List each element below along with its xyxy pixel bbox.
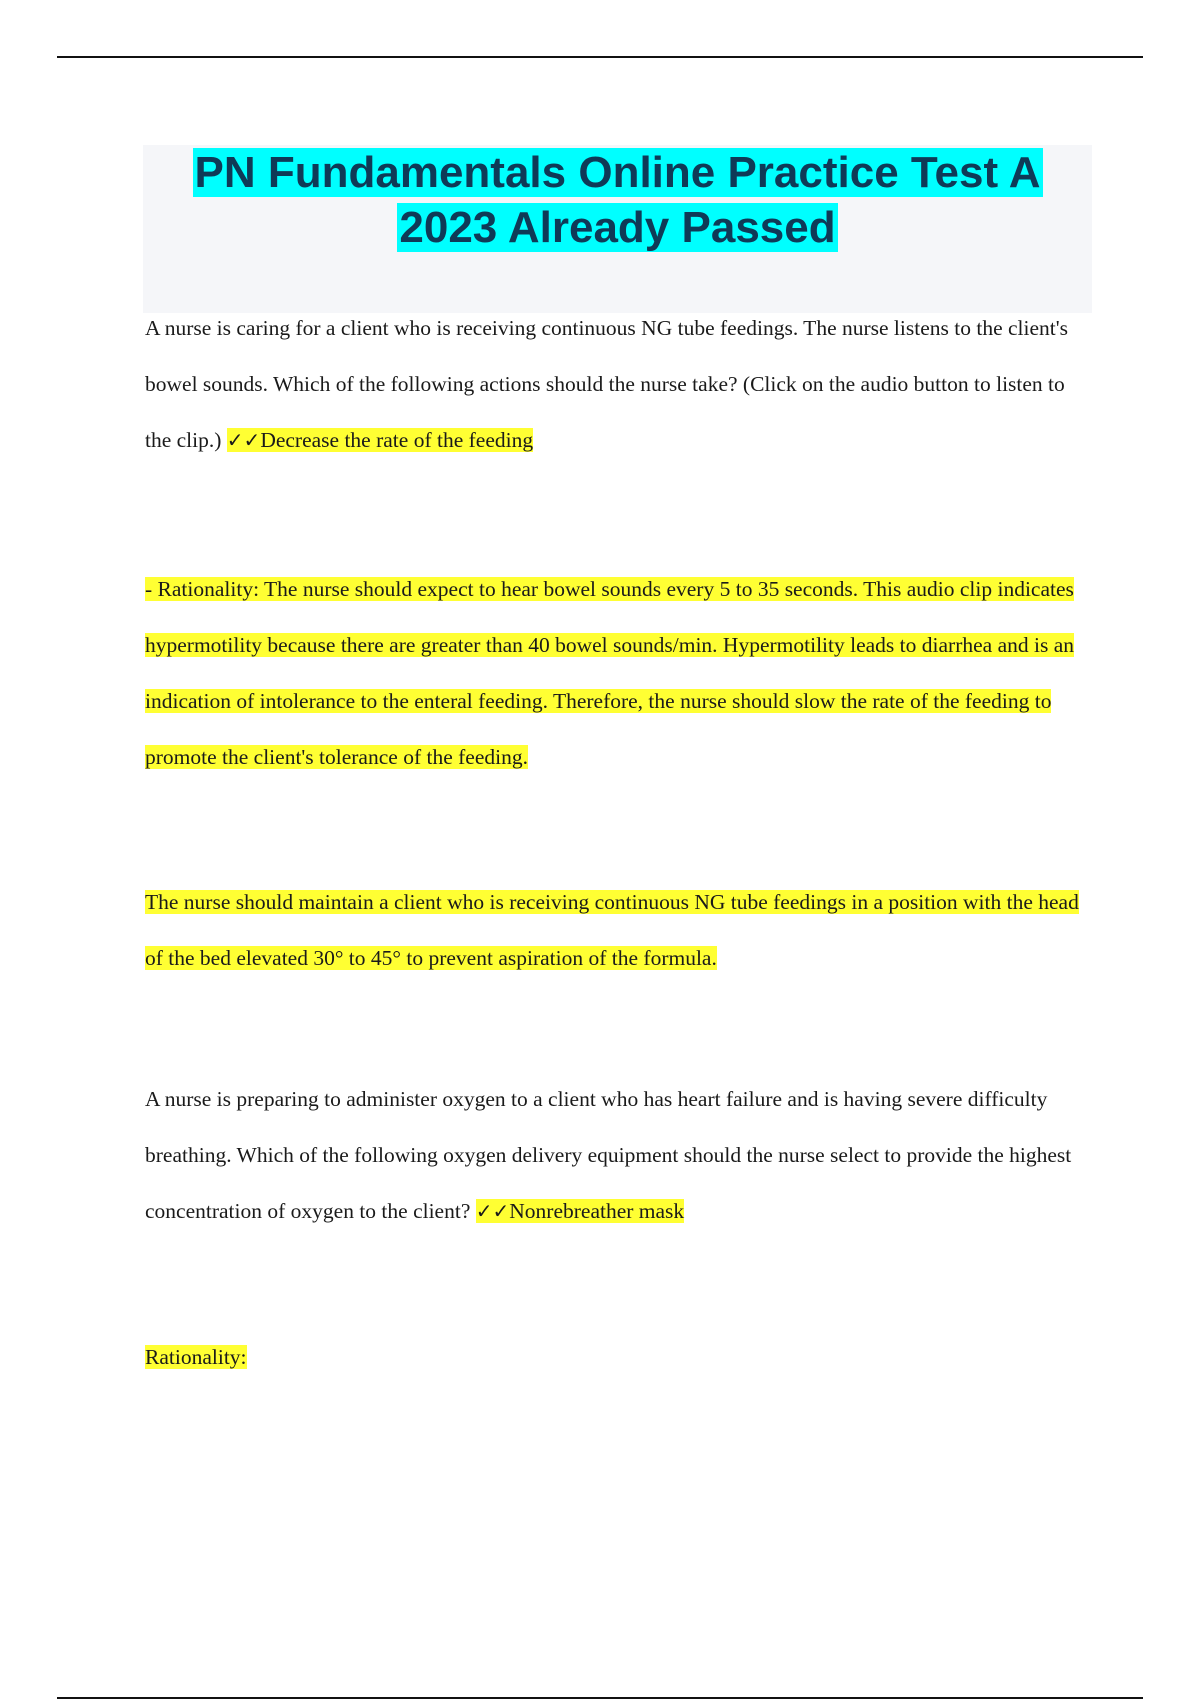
- question-1-text: A nurse is caring for a client who is receiving continuous NG tube feedings. The nurse listens to the client's bowel sounds. Which of the following actions should the nurse take? (Click on the audio button to listen to the clip.): [145, 316, 1068, 452]
- answer-2: [476, 1199, 684, 1223]
- answer-2-text: Nonrebreather mask: [509, 1199, 685, 1223]
- question-2-text: A nurse is preparing to administer oxygen to a client who has heart failure and is having severe difficulty breathing. Which of the following oxygen delivery equipment should the nurse select to provide the highest concentration of oxygen to the client?: [145, 1087, 1072, 1223]
- rationale-2-text: Rationality:: [145, 1345, 247, 1369]
- title-highlight: PN Fundamentals Online Practice Test A 2023 Already Passed: [194, 148, 1041, 252]
- positioning-note-text: The nurse should maintain a client who is receiving continuous NG tube feedings in a position with the head of the bed elevated 30° to 45° to prevent aspiration of the formula.: [145, 890, 1079, 970]
- spacer: [145, 1239, 1085, 1329]
- spacer: [145, 986, 1085, 1071]
- top-rule: [57, 56, 1143, 58]
- bottom-rule: [57, 1697, 1143, 1699]
- spacer: [145, 785, 1085, 874]
- question-2: [145, 1071, 1085, 1239]
- spacer: [145, 468, 1085, 561]
- double-check-icon: ✓✓: [475, 1199, 510, 1223]
- rationale-1: [145, 561, 1085, 785]
- double-check-icon: ✓✓: [226, 428, 261, 452]
- rationale-1-text: - Rationality: The nurse should expect to hear bowel sounds every 5 to 35 seconds. This audio clip indicates hypermotility because there are greater than 40 bowel sounds/min. Hypermotility leads to diarrhea and is an indication of intolerance to the enteral feeding. Therefore, the nurse should slow the rate of the feeding to promote the client's tolerance of the feeding.: [145, 577, 1074, 769]
- positioning-note: [145, 874, 1085, 986]
- answer-1-text: Decrease the rate of the feeding: [260, 428, 534, 452]
- answer-1: [227, 428, 533, 452]
- document-title: [143, 145, 1092, 255]
- question-1: [145, 300, 1085, 468]
- rationale-2: [145, 1329, 1085, 1385]
- document-body: [145, 300, 1085, 1385]
